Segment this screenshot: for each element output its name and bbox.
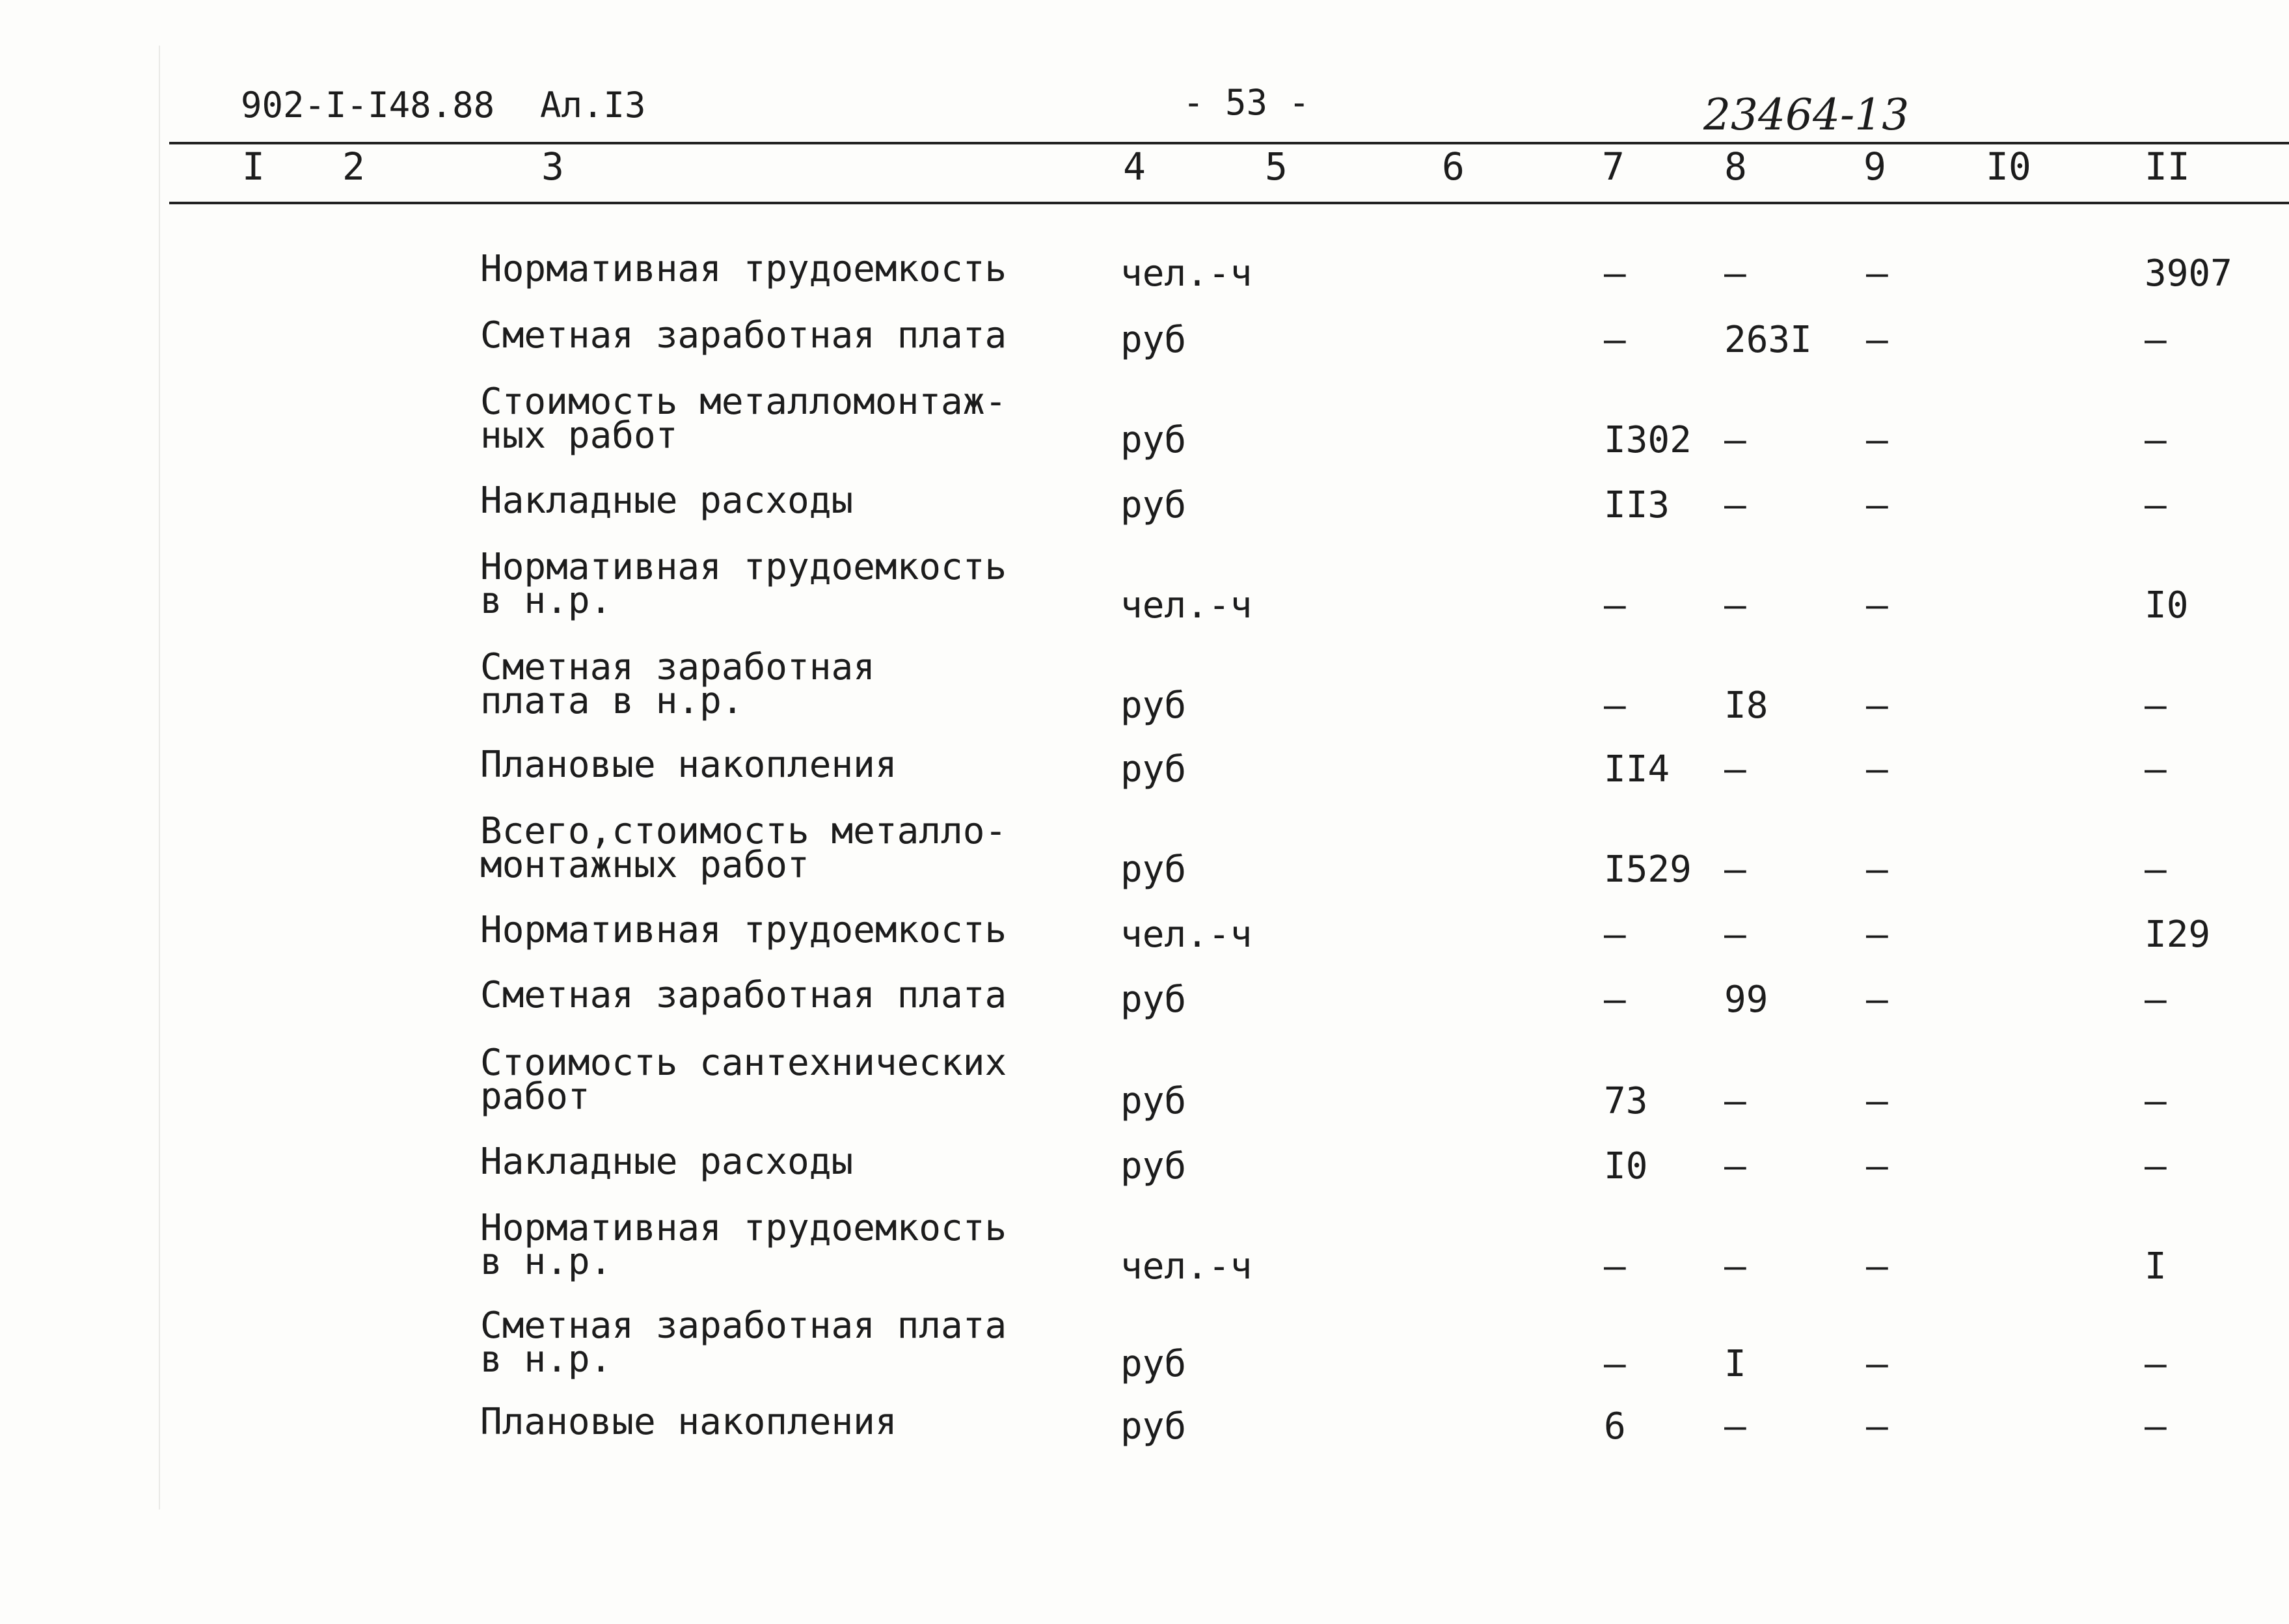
row-label: Накладные расходы [480,1141,854,1183]
cell-c11: – [2145,848,2167,891]
table-row [0,381,2289,461]
table-row [0,1401,2289,1448]
row-label: Плановые накопления [480,1401,897,1443]
column-header-1: I [242,144,265,189]
cell-c11: – [2145,484,2167,526]
row-unit: руб [1120,848,1187,891]
row-label: Нормативная трудоемкость [480,1207,1007,1249]
cell-c8: – [1724,748,1746,791]
row-unit: руб [1120,1145,1187,1187]
cell-c9: – [1866,684,1888,727]
cell-c9: – [1866,252,1888,295]
row-unit: чел.-ч [1120,914,1253,956]
cell-c8: – [1724,584,1746,627]
cell-c7: 73 [1604,1080,1648,1122]
column-header-5: 5 [1265,144,1288,189]
column-header-8: 8 [1724,144,1747,189]
cell-c8: – [1724,1080,1746,1122]
cell-c8: I8 [1724,684,1768,727]
sheet-label: Ал.I3 [540,85,646,126]
table-row [0,546,2289,627]
cell-c9: – [1866,979,1888,1021]
column-header-9: 9 [1863,144,1886,189]
cell-c11: I0 [2145,584,2189,627]
cell-c11: – [2145,1145,2167,1187]
row-unit: руб [1120,1343,1187,1385]
cell-c7: – [1604,1245,1626,1288]
row-unit: руб [1120,684,1187,727]
cell-c8: – [1724,252,1746,295]
cell-c7: II3 [1604,484,1670,526]
cell-c7: – [1604,684,1626,727]
page-number: - 53 - [1183,82,1310,123]
cell-c7: I529 [1604,848,1692,891]
row-label: Сметная заработная [480,646,875,688]
row-label: Сметная заработная плата [480,974,1007,1016]
cell-c9: – [1866,1080,1888,1122]
row-unit: руб [1120,1080,1187,1122]
column-header-6: 6 [1442,144,1465,189]
cell-c8: – [1724,419,1746,461]
table-row [0,1141,2289,1187]
cell-c11: 3907 [2145,252,2232,295]
cell-c9: – [1866,1245,1888,1288]
row-label: в н.р. [480,1241,612,1283]
row-label: в н.р. [480,1338,612,1381]
table-row [0,744,2289,791]
table-row [0,1207,2289,1288]
cell-c7: – [1604,319,1626,361]
cell-c11: – [2145,979,2167,1021]
cell-c11: – [2145,1343,2167,1385]
row-label: плата в н.р. [480,680,744,722]
cell-c11: – [2145,319,2167,361]
cell-c8: – [1724,914,1746,956]
table-row [0,810,2289,891]
cell-c9: – [1866,319,1888,361]
cell-c8: – [1724,1245,1746,1288]
row-unit: руб [1120,1405,1187,1448]
row-unit: руб [1120,484,1187,526]
row-label: Нормативная трудоемкость [480,909,1007,951]
row-label: ных работ [480,414,678,457]
cell-c9: – [1866,748,1888,791]
cell-c8: – [1724,484,1746,526]
table-row [0,909,2289,956]
row-label: работ [480,1076,590,1118]
row-unit: руб [1120,319,1187,361]
cell-c11: – [2145,1405,2167,1448]
cell-c7: 6 [1604,1405,1626,1448]
row-unit: чел.-ч [1120,252,1253,295]
row-label: Нормативная трудоемкость [480,546,1007,588]
cell-c9: – [1866,1145,1888,1187]
row-label: Накладные расходы [480,480,854,522]
cell-c8: 99 [1724,979,1768,1021]
cell-c7: I0 [1604,1145,1648,1187]
header-rule-bottom [169,202,2289,204]
cell-c11: – [2145,419,2167,461]
column-header-11: II [2145,144,2190,189]
row-label: монтажных работ [480,844,809,886]
cell-c8: – [1724,848,1746,891]
row-label: Сметная заработная плата [480,314,1007,357]
cell-c7: II4 [1604,748,1670,791]
row-label: Сметная заработная плата [480,1305,1007,1347]
cell-c8: – [1724,1145,1746,1187]
cell-c11: I [2145,1245,2167,1288]
cell-c8: – [1724,1405,1746,1448]
column-header-2: 2 [342,144,365,189]
row-label: Всего,стоимость металло- [480,810,1007,852]
row-label: Стоимость сантехнических [480,1042,1007,1084]
row-unit: руб [1120,748,1187,791]
cell-c7: I302 [1604,419,1692,461]
row-label: Нормативная трудоемкость [480,248,1007,290]
cell-c9: – [1866,419,1888,461]
column-header-3: 3 [541,144,564,189]
cell-c11: – [2145,1080,2167,1122]
row-unit: чел.-ч [1120,1245,1253,1288]
cell-c9: – [1866,914,1888,956]
row-unit: руб [1120,979,1187,1021]
document-number: 23464-13 [1703,90,1910,140]
table-row [0,646,2289,727]
cell-c11: – [2145,684,2167,727]
cell-c9: – [1866,584,1888,627]
cell-c8: 263I [1724,319,1812,361]
header-rule-top [169,142,2289,144]
cell-c7: – [1604,914,1626,956]
cell-c7: – [1604,1343,1626,1385]
cell-c9: – [1866,1405,1888,1448]
table-row [0,248,2289,295]
row-unit: руб [1120,419,1187,461]
cell-c7: – [1604,252,1626,295]
table-row [0,314,2289,361]
column-header-10: I0 [1986,144,2031,189]
row-label: Стоимость металломонтаж- [480,381,1007,423]
table-row [0,480,2289,526]
project-code: 902-I-I48.88 [241,85,495,126]
column-header-4: 4 [1123,144,1146,189]
cell-c11: – [2145,748,2167,791]
table-row [0,1042,2289,1122]
column-header-7: 7 [1602,144,1625,189]
row-unit: чел.-ч [1120,584,1253,627]
cell-c9: – [1866,484,1888,526]
cell-c7: – [1604,979,1626,1021]
row-label: Плановые накопления [480,744,897,786]
row-label: в н.р. [480,580,612,622]
cell-c11: I29 [2145,914,2211,956]
cell-c7: – [1604,584,1626,627]
table-row [0,974,2289,1021]
cell-c9: – [1866,848,1888,891]
cell-c8: I [1724,1343,1746,1385]
page-edge-mark [159,46,160,1509]
cell-c9: – [1866,1343,1888,1385]
table-row [0,1305,2289,1385]
